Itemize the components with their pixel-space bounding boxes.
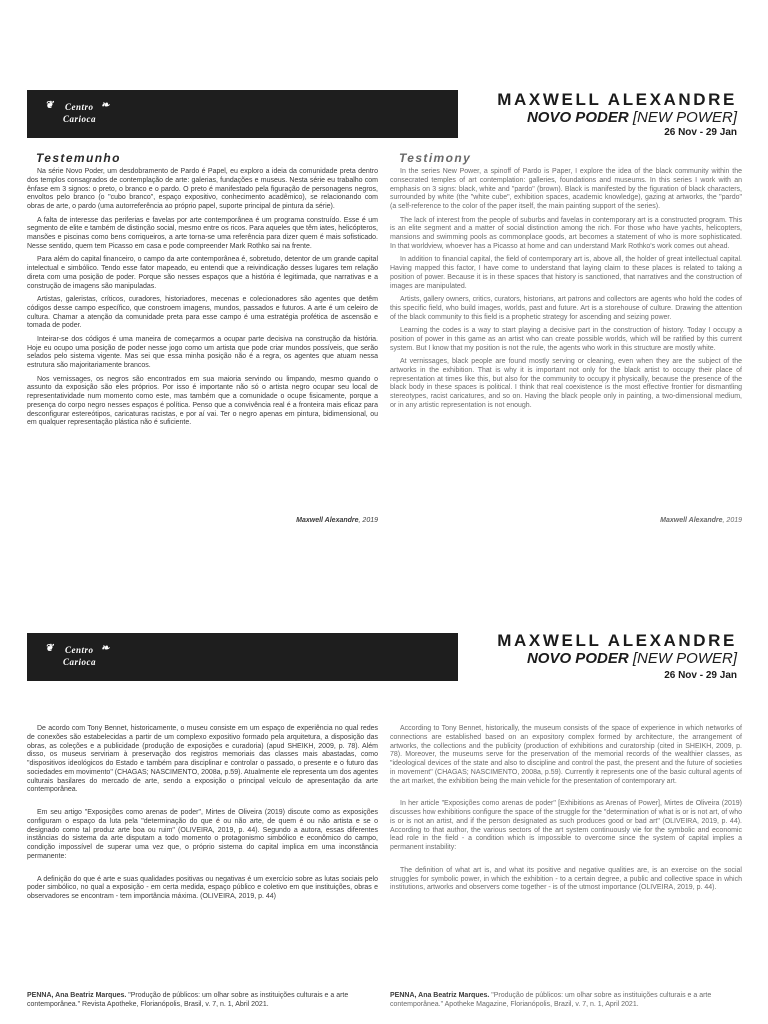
swirl-right-icon: ❧ xyxy=(101,100,110,111)
logo-bar xyxy=(27,633,458,681)
paragraph: Para além do capital financeiro, o campo da arte contemporânea é, sobretudo, detentor de um grande capital intelectual e simbólico. Tendo esse fator mapeado, eu entendi que a reivindicação desses lugares tem relação direta com uma posição de poder. Porque são nesses espaços que a história é legitimada, que narrativas e a construção de imagens são manipuladas. xyxy=(27,256,378,290)
swirl-right-icon: ❧ xyxy=(101,643,110,654)
quote-paragraph: The definition of what art is, and what its positive and negative qualities are, is an exercise on the social struggles for symbolic power, in which the exhibition - to a certain degree, a public and collective space in which institutions, artworks and observers come together - is of the utmost importance (OLIVEIRA, 2019, p. 44). xyxy=(390,866,742,892)
testemunho-column xyxy=(27,168,378,433)
signature-pt xyxy=(27,517,378,524)
paragraph: In her article "Exposições como arenas de poder" [Exhibitions as Arenas of Power], Mirtes de Oliveira (2019) discusses how exhibitions configure the space of the struggle for the "determination of what is or is not art, of who is or is not an artist, and if the person designated as such produces good or bad art" (OLIVEIRA, 2019, p. 44). According to that author, the various sectors of the art system continuously vie for the symbolic and economic lead role in the field - a condition which is impossible to overcome since the system of capital implies a permanent instability: xyxy=(390,800,742,851)
reference-pt xyxy=(27,992,378,1010)
exhibition-dates: 26 Nov - 29 Jan xyxy=(664,127,737,138)
paragraph: Inteirar-se dos códigos é uma maneira de começarmos a ocupar parte decisiva na construção da história. Hoje eu ocupo uma posição de poder nesse jogo como um artista que pode criar mundos possíveis, que serão selados pelo sistema vigente. Mas sei que essa minha posição não é a regra, os agentes que atuam nessa estrutura são majoritariamente brancos. xyxy=(27,335,378,370)
signature-year: , 2019 xyxy=(358,517,378,524)
paragraph: At vernissages, black people are found mostly serving or cleaning, even when they are the subject of the artworks in the exhibition. That is why it is important not only for the black artist to occupy their place of representation at times like this, but also for the community to occupy it physically, because the presence of the black body in these spaces is political. I think that real coexistence is the most effective frontier for dismantling stereotypes, racist caricatures, and so on. Having the black people only in painting, a two-dimensional medium, or in any artistic representation is not enough. xyxy=(390,358,742,409)
signature-year: , 2019 xyxy=(722,517,742,524)
paragraph: De acordo com Tony Bennet, historicamente, o museu consiste em um espaço de experiência no qual redes de conexões são estabelecidas a partir de um complexo expositivo formado pela arquitetura, a disposição das obras, as coleções e a publicidade (produção de exposições e curadoria) (apud SHEIKH, 2009, p. 78). Além disso, os museus serviriam à preservação dos registros memoriais das classes mais abastadas, como "dispositivos ideológicos do Estado e também para disciplinar e controlar o passado, o presente e o futuro das sociedades em movimento" (CHAGAS; NASCIMENTO, 2008a, p.59). Atualmente ele representa um dos agentes culturais basilares do mercado de arte, sendo a exposição o principal veículo de apresentação da arte contemporânea. xyxy=(27,725,378,794)
reference-en xyxy=(390,992,742,1010)
reference-text: "Produção de públicos: um olhar sobre as instituições culturais e a arte contemporânea." Apotheke Magazine, Florianópolis, Brazil, v. 7, n. 1, April 2021. xyxy=(390,992,712,1008)
exhibition-dates: 26 Nov - 29 Jan xyxy=(664,670,737,681)
logo-line-2: Carioca xyxy=(63,114,97,124)
show-title xyxy=(527,650,737,667)
paragraph: Artistas, galeristas, críticos, curadores, historiadores, mecenas e colecionadores são agentes que detêm códigos desse campo específico, que constroem imagens, mundos, passados e futuros. A arte é um celeiro de cultura. Chamar a atenção da comunidade preta para esse campo é uma estratégia profética de ascensão e tomada de poder. xyxy=(27,296,378,330)
swirl-left-icon: ❦ xyxy=(45,100,54,111)
paragraph: Nos vernissages, os negros são encontrados em sua maioria servindo ou limpando, mesmo quando o assunto da exposição são eles próprios. Por isso é importante não só o artista negro ocupar seu local de representatividade num momento como este, mas também que a comunidade o ocupe fisicamente, porque a presença do corpo negro nesses espaços é política. Penso que a convivência real é a fronteira mais eficaz para desconfigurar estereótipos, caricaturas racistas, e por aí vai. Ter o negro apenas em pintura, bidimensional, ou em qualquer representação plástica não é suficiente. xyxy=(27,375,378,427)
reference-text: "Produção de públicos: um olhar sobre as instituições culturais e a arte contemporânea." Revista Apotheke, Florianópolis, Brasil, v. 7, n. 1, Abril 2021. xyxy=(27,992,349,1008)
swirl-left-icon: ❦ xyxy=(45,643,54,654)
reference-author: PENNA, Ana Beatriz Marques. xyxy=(390,992,490,999)
testimony-column xyxy=(390,168,742,416)
logo-line-1: Centro xyxy=(65,645,94,655)
paragraph: The lack of interest from the people of suburbs and favelas in contemporary art is a constructed program. This is an elite segment and a matter of social distinction among the rich. For those who have yachts, helicopters, mansions and swimming pools as commonplace goods, art becomes a statement of who is more sophisticated. In that worldview, whoever has a Picasso at home and can understand Mark Rothko's work comes out ahead. xyxy=(390,216,742,250)
essay-column-en xyxy=(390,725,742,898)
paragraph: In the series New Power, a spinoff of Pardo is Paper, I explore the idea of the black community within the consecrated temples of art contemplation: galleries, foundations and museums. In this series I work with an emphasis on 3 signs: black, white and "pardo" (brown). Black is manifested by the figuration of black characters, surrounded by white (the "white cube", exhibition spaces, academic knowledge), gazing at artworks, the "pardo" (a self-reference to the color of the paper itself, the main painting support of the series). xyxy=(390,168,742,210)
show-title xyxy=(527,109,737,126)
section-title-en: Testimony xyxy=(399,151,472,165)
paragraph: Na série Novo Poder, um desdobramento de Pardo é Papel, eu exploro a ideia da comunidade preta dentro dos templos consagrados de contemplação de arte: galerias, fundações e museus. Nesta série eu trabalho com ênfase em 3 signos: o preto, o branco e o pardo. O preto é manifestado pela figuração de personagens negros, envoltos pelo branco (o "cubo branco", espaço expositivo, conhecimento acadêmico), se relacionando com obras de arte, o pardo (uma autorreferência ao próprio papel, suporte principal de pintura da série). xyxy=(27,168,378,210)
signature-name: Maxwell Alexandre xyxy=(296,517,359,524)
logo-line-2: Carioca xyxy=(63,657,97,667)
signature-en xyxy=(390,517,742,524)
paragraph: A falta de interesse das periferias e favelas por arte contemporânea é um programa construído. Esse é um segmento de elite e também de distinção social, mesmo entre os ricos. Para aqueles que têm iates, helicópteros, mansões e piscinas como bens corriqueiros, a arte torna-se uma referência para dizer quem é mais sofisticado. Nesse sentido, quem tem Picasso em casa e pode compreender Mark Rothko sai na frente. xyxy=(27,216,378,250)
paragraph: Learning the codes is a way to start playing a decisive part in the construction of history. Today I occupy a position of power in this game as an artist who can create possible worlds, which will be ratified by this current system. But I know that my position is not the rule, the agents who work in this structure are mostly white. xyxy=(390,327,742,352)
paragraph: According to Tony Bennet, historically, the museum consists of the space of experience in which networks of connections are established based on an expository complex formed by architecture, the arrangement of artworks, the collections and the publicity (production of exhibitions and curatorship (cited in SHEIKH, 2009, p. 78). Moreover, the museums serve for the preservation of the memorial records of the wealthier classes, as "ideological devices of the state and also to discipline and control the past, the present and the future of societies in movement" (CHAGAS; NASCIMENTO, 2008a, p.59). Currently it represents one of the basic cultural agents of the art market, the exhibition being the main vehicle for the presentation of contemporary art. xyxy=(390,725,742,785)
paragraph: Artists, gallery owners, critics, curators, historians, art patrons and collectors are agents who hold the codes of this specific field, who build images, worlds, past and future. Art is a storehouse of culture. Drawing the attention of the black community to this field is a prophetic strategy for ascending and seizing power. xyxy=(390,296,742,321)
signature-name: Maxwell Alexandre xyxy=(660,517,723,524)
gentil-carioca-logo xyxy=(41,94,141,134)
show-title-pt: NOVO PODER xyxy=(526,650,629,667)
show-title-en: [NEW POWER] xyxy=(632,109,737,126)
quote-paragraph: A definição do que é arte e suas qualidades positivas ou negativas é um exercício sobre as lutas sociais pelo poder simbólico, no qual a exposição - em certa medida, espaço público e coletivo em que instituições, obras e observadores se encontram - tem importância máxima. (OLIVEIRA, 2019, p. 44) xyxy=(27,875,378,900)
paragraph: In addition to financial capital, the field of contemporary art is, above all, the holder of great intellectual capital. Having mapped this factor, I have come to understand that laying claim to these places is related to taking a position of power. Because it is in these spaces that history is sanctioned, that narratives and the construction of images are manipulated. xyxy=(390,256,742,290)
show-title-pt: NOVO PODER xyxy=(526,109,629,126)
gentil-carioca-logo xyxy=(41,637,141,677)
logo-bar xyxy=(27,90,458,138)
artist-name: MAXWELL ALEXANDRE xyxy=(497,631,737,650)
logo-line-1: Centro xyxy=(65,102,94,112)
artist-name: MAXWELL ALEXANDRE xyxy=(497,90,737,109)
paragraph: Em seu artigo "Exposições como arenas de poder", Mirtes de Oliveira (2019) discute como as exposições configuram o espaço da luta pela "determinação do que é ou não arte, de quem é ou não artista e se o designado como tal produz arte boa ou ruim" (OLIVEIRA, 2019, p. 44). Segundo a autora, essas diferentes instâncias do sistema da arte disputam a todo momento o protagonismo simbólico e econômico do campo, condição impossível de superar uma vez que, o próprio sistema do capital implica em uma inconstância permanente: xyxy=(27,809,378,860)
reference-author: PENNA, Ana Beatriz Marques. xyxy=(27,992,127,999)
section-title-pt: Testemunho xyxy=(36,151,121,165)
show-title-en: [NEW POWER] xyxy=(632,650,737,667)
essay-column-pt xyxy=(27,725,378,907)
